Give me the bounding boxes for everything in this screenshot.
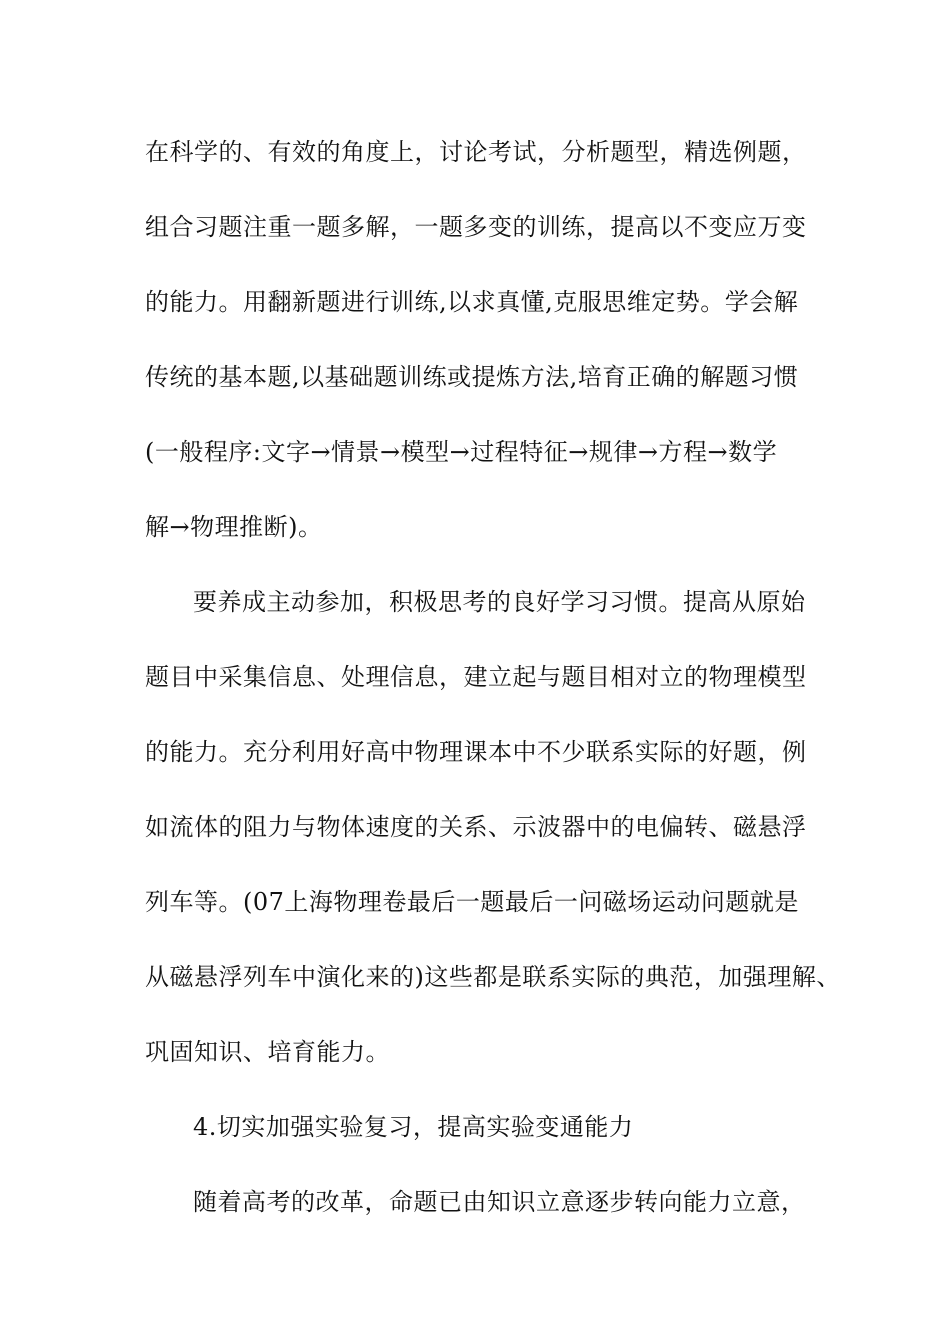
text-line-6: 解→物理推断)。 xyxy=(145,513,323,541)
text-line-1: 在科学的、有效的角度上，讨论考试，分析题型，精选例题， xyxy=(145,138,807,166)
text-line-11: 列车等。(07上海物理卷最后一题最后一问磁场运动问题就是 xyxy=(145,888,799,916)
text-line-8: 题目中采集信息、处理信息，建立起与题目相对立的物理模型 xyxy=(145,663,807,691)
text-line-12: 从磁悬浮列车中演化来的)这些都是联系实际的典范，加强理解、 xyxy=(145,963,841,991)
text-line-13: 巩固知识、培育能力。 xyxy=(145,1038,390,1066)
paragraph-start-line-15: 随着高考的改革，命题已由知识立意逐步转向能力立意， xyxy=(193,1188,806,1216)
text-line-10: 如流体的阻力与物体速度的关系、示波器中的电偏转、磁悬浮 xyxy=(145,813,807,841)
text-line-5: (一般程序:文字→情景→模型→过程特征→规律→方程→数学 xyxy=(145,438,778,466)
text-line-3: 的能力。用翻新题进行训练,以求真懂,克服思维定势。学会解 xyxy=(145,288,799,316)
section-heading: 4.切实加强实验复习，提高实验变通能力 xyxy=(193,1113,634,1141)
text-line-4: 传统的基本题,以基础题训练或提炼方法,培育正确的解题习惯 xyxy=(145,363,799,391)
text-line-2: 组合习题注重一题多解，一题多变的训练，提高以不变应万变 xyxy=(145,213,807,241)
paragraph-start-line-7: 要养成主动参加，积极思考的良好学习习惯。提高从原始 xyxy=(193,588,806,616)
text-line-9: 的能力。充分利用好高中物理课本中不少联系实际的好题，例 xyxy=(145,738,807,766)
